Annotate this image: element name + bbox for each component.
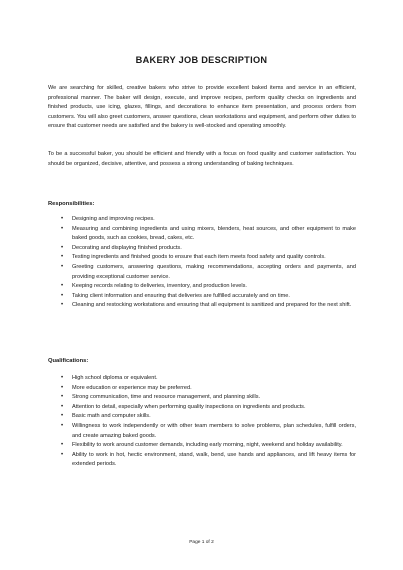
- list-item-text: Greeting customers, answering questions, making recommendations, accepting orders and payments, and providing exceptional customer service.: [72, 263, 356, 280]
- qualifications-heading: Qualifications:: [48, 358, 89, 364]
- bullet-icon: •: [61, 216, 64, 222]
- list-item: [48, 403, 356, 413]
- list-item-text: Cleaning and restocking workstations and ensuring that all equipment is sanitized and prepared for the next shift.: [72, 302, 352, 309]
- list-item-text: Keeping records relating to deliveries, inventory, and production levels.: [72, 283, 247, 290]
- bullet-icon: •: [61, 403, 64, 410]
- page-number-footer: Page 1 of 2: [189, 540, 214, 545]
- list-item-text: Strong communication, time and resource management, and planning skills.: [72, 394, 261, 401]
- list-item: [48, 282, 356, 292]
- bullet-icon: •: [61, 384, 64, 391]
- list-item: [48, 393, 356, 403]
- list-item-text: Ability to work in hot, hectic environment, stand, walk, bend, use hands and appliances, and lift heavy items for extended periods.: [72, 451, 356, 468]
- document-title: BAKERY JOB DESCRIPTION: [135, 55, 268, 65]
- list-item-text: High school diploma or equivalent.: [72, 375, 158, 381]
- list-item-text: Flexibility to work around customer demands, including early morning, night, weekend and holiday availability.: [72, 442, 343, 449]
- list-item: [48, 225, 356, 244]
- list-item-text: Willingness to work independently or with other team members to solve problems, plan schedules, fulfill orders, and create amazing baked goods.: [72, 422, 356, 439]
- list-item: [48, 253, 356, 263]
- list-item: [48, 292, 356, 302]
- bullet-icon: •: [61, 263, 64, 270]
- bullet-icon: •: [61, 451, 64, 458]
- list-item-text: Testing ingredients and finished goods to ensure that each item meets food safety and quality controls.: [72, 254, 326, 261]
- bullet-icon: •: [61, 413, 64, 420]
- bullet-icon: •: [61, 283, 64, 290]
- list-item: [48, 441, 356, 451]
- list-item: [48, 451, 356, 470]
- bullet-icon: •: [61, 375, 64, 381]
- bullet-icon: •: [61, 422, 64, 429]
- bullet-icon: •: [61, 254, 64, 261]
- bullet-icon: •: [61, 394, 64, 401]
- list-item-text: Basic math and computer skills.: [72, 413, 151, 420]
- list-item-text: Measuring and combining ingredients and using mixers, blenders, heat sources, and other equipment to make baked goods, such as cookies, bread, cakes, etc.: [72, 225, 356, 242]
- list-item-text: Decorating and displaying finished products.: [72, 244, 182, 251]
- list-item: [48, 412, 356, 422]
- list-item: [48, 244, 356, 254]
- list-item: [48, 374, 356, 384]
- list-item-text: Taking client information and ensuring that deliveries are fulfilled accurately and on time.: [72, 292, 290, 299]
- bullet-icon: •: [61, 244, 64, 251]
- responsibilities-heading: Responsibilities:: [48, 201, 95, 207]
- list-item: [48, 215, 356, 225]
- bullet-icon: •: [61, 225, 64, 232]
- list-item: [48, 263, 356, 282]
- list-item-text: Attention to detail, especially when performing quality inspections on ingredients and products.: [72, 403, 306, 410]
- list-item: [48, 422, 356, 441]
- qualifications-list: [48, 374, 356, 470]
- responsibilities-list: [48, 215, 356, 311]
- bullet-icon: •: [61, 302, 64, 309]
- list-item-text: More education or experience may be preferred.: [72, 384, 192, 391]
- intro-paragraph: We are searching for skilled, creative bakers who strive to provide excellent baked items and service in an efficient, professional manner. The baker will design, execute, and improve recipes, perform quality checks on ingredients and finished products, use icing, glazes, fillings, and decorations to enhance item presentation, and process orders from customers. You will also greet customers, answer questions, clean workstations and equipment, and perform other duties to ensure that customer needs are satisfied and the bakery is well-stocked and operating smoothly.: [48, 85, 356, 130]
- list-item: [48, 301, 356, 311]
- list-item-text: Designing and improving recipes.: [72, 216, 155, 222]
- bullet-icon: •: [61, 292, 64, 299]
- list-item: [48, 384, 356, 394]
- success-paragraph: To be a successful baker, you should be efficient and friendly with a focus on food quality and customer satisfaction. You should be organized, decisive, attentive, and possess a strong understanding of baking techniques.: [48, 151, 356, 167]
- bullet-icon: •: [61, 442, 64, 449]
